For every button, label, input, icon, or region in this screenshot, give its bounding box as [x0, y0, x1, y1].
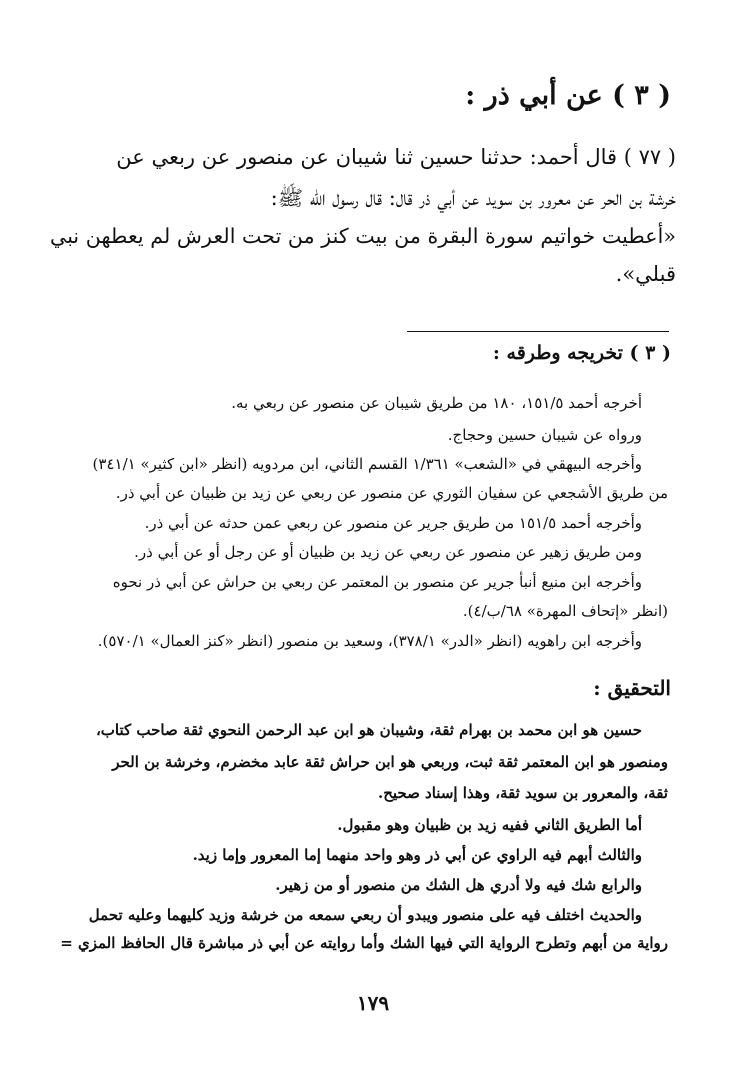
- hadith-text-line: «أعطيت خواتيم سورة البقرة من بيت كنز من تحت العرش لم يعطهن نبي: [49, 224, 676, 248]
- tahqiq-line: والرابع شك فيه ولا أدري هل الشك من منصور أو من زهير.: [275, 876, 642, 894]
- takhrij-line: وأخرجه البيهقي في «الشعب» ١/٣٦١ القسم الثاني، ابن مردويه (انظر «ابن كثير» ٣٤١/١): [92, 455, 642, 473]
- takhrij-line: وأخرجه ابن منيع أنبأ جرير عن منصور بن المعتمر عن ربعي بن حراش عن أبي ذر نحوه: [112, 573, 642, 591]
- tahqiq-line: ثقة، والمعرور بن سويد ثقة، وهذا إسناد صحيح.: [377, 784, 668, 802]
- tahqiq-line: حسين هو ابن محمد بن بهرام ثقة، وشيبان هو ابن عبد الرحمن النحوي ثقة صاحب كتاب،: [95, 721, 642, 739]
- footnote-divider: [407, 331, 669, 332]
- section-heading: ( ٣ ) عن أبي ذر :: [465, 80, 671, 111]
- tahqiq-line: والثالث أبهم فيه الراوي عن أبي ذر وهو واحد منهما إما المعرور وإما زيد.: [192, 846, 642, 864]
- page-number: ١٧٩: [356, 991, 390, 1015]
- tahqiq-line: أما الطريق الثاني ففيه زيد بن ظبيان وهو مقبول.: [337, 816, 642, 834]
- hadith-text-line: قبلي».: [615, 262, 676, 286]
- takhrij-line: ومن طريق زهير عن منصور عن ربعي عن زيد بن ظبيان أو عن رجل أو عن أبي ذر.: [134, 543, 642, 561]
- takhrij-line: أخرجه أحمد ١٥١/٥، ١٨٠ من طريق شيبان عن منصور عن ربعي به.: [231, 394, 642, 412]
- tahqiq-line: رواية من أبهم وتطرح الرواية التي فيها الشك وأما روايته عن أبي ذر مباشرة قال الحافظ المزي =: [60, 934, 668, 952]
- takhrij-line: من طريق الأشجعي عن سفيان الثوري عن منصور عن ربعي عن زيد بن ظبيان عن أبي ذر.: [115, 484, 668, 502]
- takhrij-line: ورواه عن شيبان حسين وحجاج.: [447, 426, 642, 444]
- tahqiq-line: والحديث اختلف فيه على منصور ويبدو أن ربعي سمعه من خرشة وزيد كليهما وعليه تحمل: [88, 906, 642, 924]
- takhrij-heading: ( ٣ ) تخريجه وطرقه :: [492, 342, 671, 364]
- hadith-text-line: خرشة بن الحر عن معرور بن سويد عن أبي ذر قال: قال رسول الله ﷺ:: [270, 186, 676, 210]
- takhrij-line: (انظر «إتحاف المهرة» ٦٨/ب/٤).: [462, 602, 668, 620]
- tahqiq-line: ومنصور هو ابن المعتمر ثقة ثبت، وربعي هو ابن حراش ثقة عابد مخضرم، وخرشة بن الحر: [112, 753, 668, 771]
- hadith-text-line: ( ٧٧ ) قال أحمد: حدثنا حسين ثنا شيبان عن منصور عن ربعي عن: [116, 145, 676, 169]
- takhrij-line: وأخرجه أحمد ١٥١/٥ من طريق جرير عن منصور عن ربعي عمن حدثه عن أبي ذر.: [144, 514, 642, 532]
- takhrij-line: وأخرجه ابن راهويه (انظر «الدر» ٣٧٨/١)، وسعيد بن منصور (انظر «كنز العمال» ٥٧٠/١).: [97, 632, 642, 650]
- tahqiq-heading: التحقيق :: [593, 676, 671, 700]
